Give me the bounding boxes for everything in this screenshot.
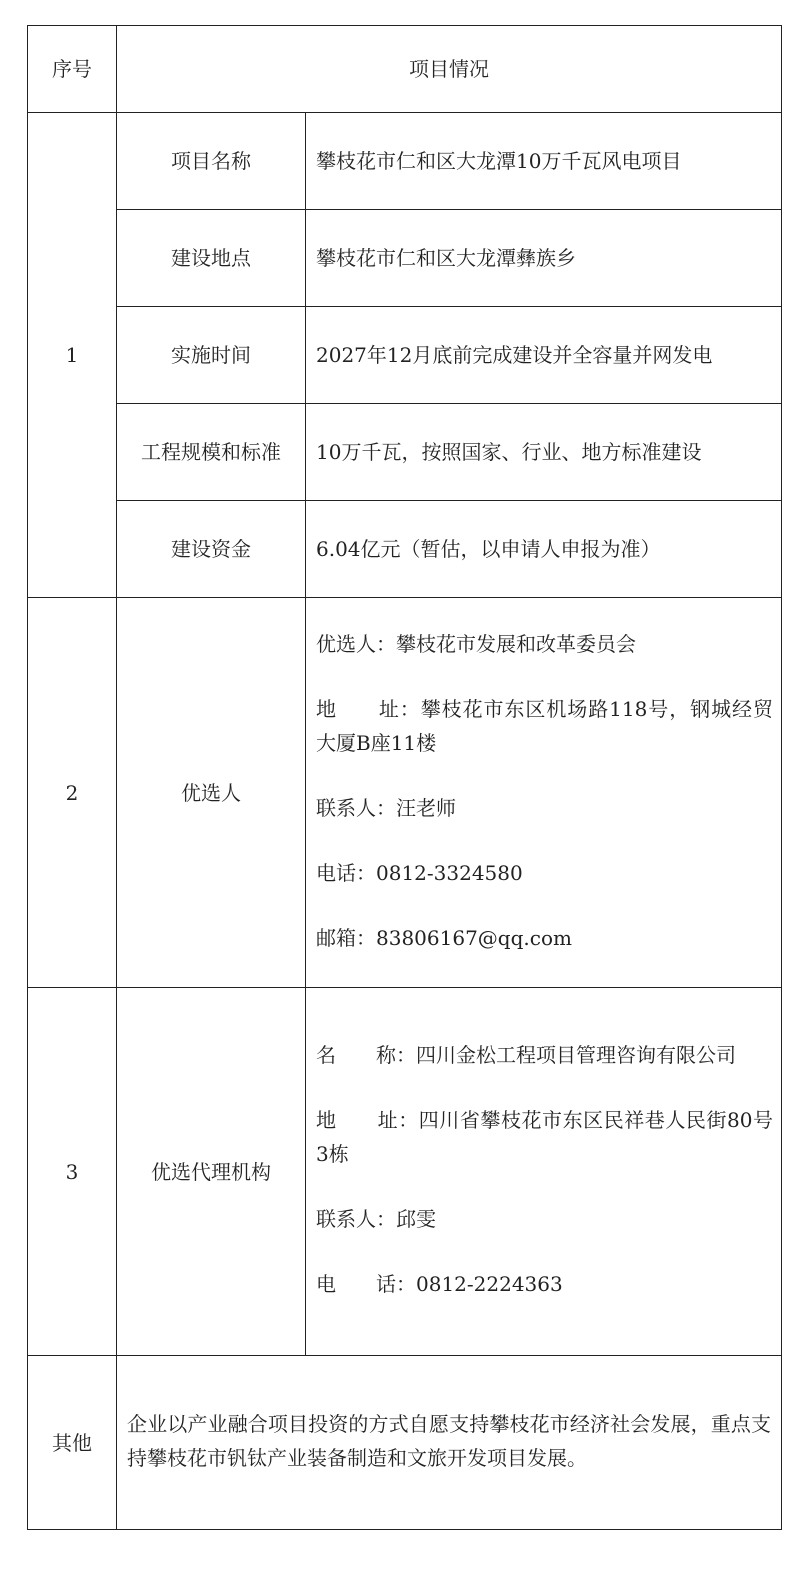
row-index: 3: [28, 988, 117, 1356]
agency-contact: 联系人：邱雯: [316, 1207, 436, 1231]
table-row: [28, 210, 782, 307]
field-value: 攀枝花市仁和区大龙潭彝族乡: [306, 210, 782, 307]
table-row: [28, 113, 782, 210]
agency-phone: 电 话：0812-2224363: [316, 1272, 563, 1296]
field-label: 优选人: [117, 598, 306, 988]
other-label: 其他: [28, 1356, 117, 1530]
field-label: 实施时间: [117, 307, 306, 404]
selector-row: [28, 598, 782, 988]
project-info-table: [27, 25, 782, 1530]
agency-details: [306, 988, 782, 1356]
field-value: 攀枝花市仁和区大龙潭10万千瓦风电项目: [306, 113, 782, 210]
other-row: [28, 1356, 782, 1530]
header-index: 序号: [28, 26, 117, 113]
selector-contact: 联系人：汪老师: [316, 795, 456, 820]
agency-name: 名 称：四川金松工程项目管理咨询有限公司: [316, 1043, 736, 1067]
field-label: 工程规模和标准: [117, 404, 306, 501]
selector-address: 地 址：攀枝花市东区机场路118号，钢城经贸大厦B座11楼: [316, 696, 773, 755]
row-index: 1: [28, 113, 117, 598]
field-label: 优选代理机构: [117, 988, 306, 1356]
agency-address: 地 址：四川省攀枝花市东区民祥巷人民街80号3栋: [316, 1108, 773, 1166]
field-value: 6.04亿元（暂估，以申请人申报为准）: [306, 501, 782, 598]
header-project: 项目情况: [117, 26, 782, 113]
header-row: [28, 26, 782, 113]
field-label: 建设地点: [117, 210, 306, 307]
selector-email: 邮箱：83806167@qq.com: [316, 925, 572, 950]
row-index: 2: [28, 598, 117, 988]
table-row: [28, 501, 782, 598]
table-row: [28, 404, 782, 501]
field-value: 10万千瓦，按照国家、行业、地方标准建设: [306, 404, 782, 501]
table-row: [28, 307, 782, 404]
selector-details: [306, 598, 782, 988]
agency-row: [28, 988, 782, 1356]
other-text: 企业以产业融合项目投资的方式自愿支持攀枝花市经济社会发展，重点支持攀枝花市钒钛产业装备制造和文旅开发项目发展。: [117, 1356, 782, 1530]
selector-phone: 电话：0812-3324580: [316, 860, 523, 885]
field-label: 建设资金: [117, 501, 306, 598]
selector-name: 优选人：攀枝花市发展和改革委员会: [316, 631, 636, 656]
field-value: 2027年12月底前完成建设并全容量并网发电: [306, 307, 782, 404]
field-label: 项目名称: [117, 113, 306, 210]
